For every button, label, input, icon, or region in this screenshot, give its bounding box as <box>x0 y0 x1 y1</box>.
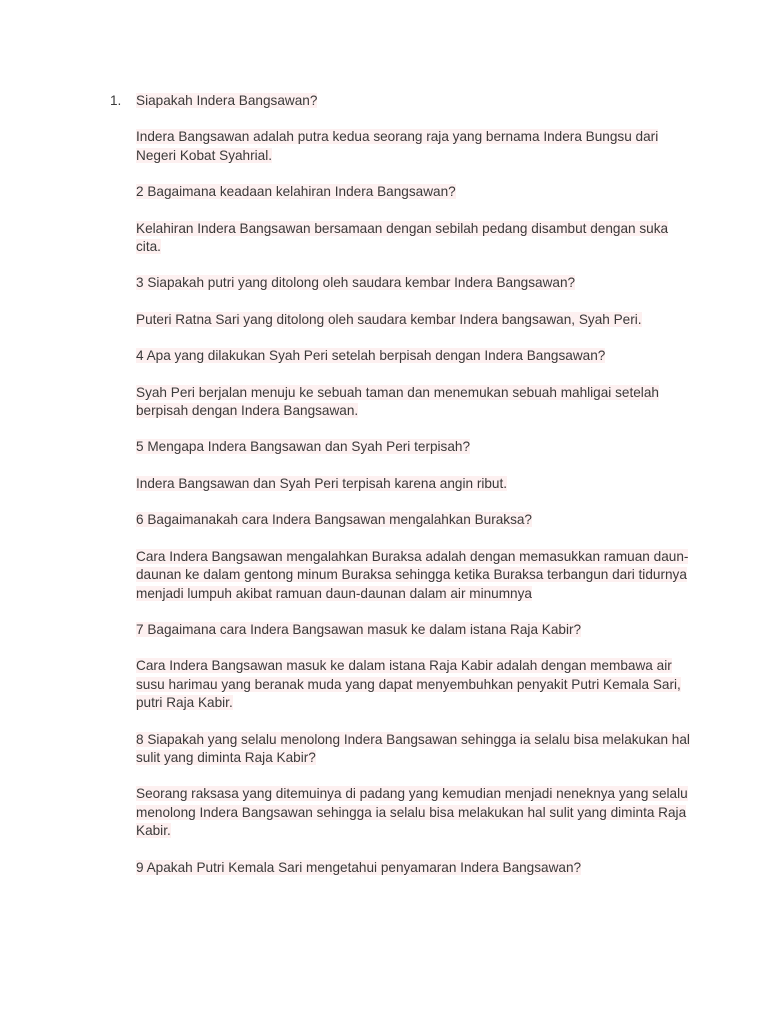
question-text: 4 Apa yang dilakukan Syah Peri setelah berpisah dengan Indera Bangsawan? <box>136 348 606 364</box>
question <box>136 274 696 292</box>
question <box>136 859 696 877</box>
answer <box>136 657 696 712</box>
qa-item <box>136 511 696 603</box>
answer <box>136 785 696 840</box>
qa-item <box>136 274 696 329</box>
qa-item <box>110 92 696 165</box>
answer <box>136 311 696 329</box>
qa-item <box>136 438 696 493</box>
qa-item <box>136 859 696 877</box>
question <box>136 731 696 768</box>
qa-item <box>136 621 696 713</box>
answer-text: Syah Peri berjalan menuju ke sebuah taman dan menemukan sebuah mahligai setelah berpisah dengan Indera Bangsawan. <box>136 384 659 419</box>
qa-item <box>136 347 696 420</box>
answer <box>136 220 696 257</box>
answer-text: Cara Indera Bangsawan masuk ke dalam istana Raja Kabir adalah dengan membawa air susu harimau yang beranak muda yang dapat menyembuhkan penyakit Putri Kemala Sari, putri Raja Kabir. <box>136 658 681 711</box>
question <box>136 183 696 201</box>
question-text: 2 Bagaimana keadaan kelahiran Indera Bangsawan? <box>136 184 456 200</box>
answer-text: Cara Indera Bangsawan mengalahkan Buraksa adalah dengan memasukkan ramuan daun-daunan ke dalam gentong minum Buraksa sehingga ketika Buraksa terbangun dari tidurnya menjadi lumpuh akibat ramuan daun-daunan dalam air minumnya <box>136 548 689 601</box>
answer-text: Seorang raksasa yang ditemuinya di padang yang kemudian menjadi neneknya yang selalu menolong Indera Bangsawan sehingga ia selalu bisa melakukan hal sulit yang diminta Raja Kabir. <box>136 786 688 839</box>
question <box>136 438 696 456</box>
answer-text: Indera Bangsawan adalah putra kedua seorang raja yang bernama Indera Bungsu dari Negeri Kobat Syahrial. <box>136 129 659 163</box>
qa-item <box>136 183 696 256</box>
question-text: 3 Siapakah putri yang ditolong oleh saudara kembar Indera Bangsawan? <box>136 275 576 291</box>
answer <box>136 384 696 421</box>
question <box>136 511 696 529</box>
answer <box>136 475 696 493</box>
question-text: 6 Bagaimanakah cara Indera Bangsawan mengalahkan Buraksa? <box>136 512 532 528</box>
qa-list <box>110 92 696 895</box>
answer <box>136 128 696 165</box>
question <box>110 92 696 110</box>
qa-item <box>136 731 696 841</box>
answer-text: Indera Bangsawan dan Syah Peri terpisah karena angin ribut. <box>136 475 508 491</box>
question-text: 8 Siapakah yang selalu menolong Indera Bangsawan sehingga ia selalu bisa melakukan hal sulit yang diminta Raja Kabir? <box>136 731 690 765</box>
answer-text: Puteri Ratna Sari yang ditolong oleh saudara kembar Indera bangsawan, Syah Peri. <box>136 311 642 327</box>
question-text: 9 Apakah Putri Kemala Sari mengetahui penyamaran Indera Bangsawan? <box>136 859 582 875</box>
answer <box>136 548 696 603</box>
answer-text: Kelahiran Indera Bangsawan bersamaan dengan sebilah pedang disambut dengan suka cita. <box>136 220 669 255</box>
list-number: 1. <box>110 93 122 108</box>
question-text: 7 Bagaimana cara Indera Bangsawan masuk ke dalam istana Raja Kabir? <box>136 621 582 637</box>
question <box>136 621 696 639</box>
question-text: Siapakah Indera Bangsawan? <box>136 93 318 108</box>
question <box>136 347 696 365</box>
question-text: 5 Mengapa Indera Bangsawan dan Syah Peri terpisah? <box>136 439 471 455</box>
